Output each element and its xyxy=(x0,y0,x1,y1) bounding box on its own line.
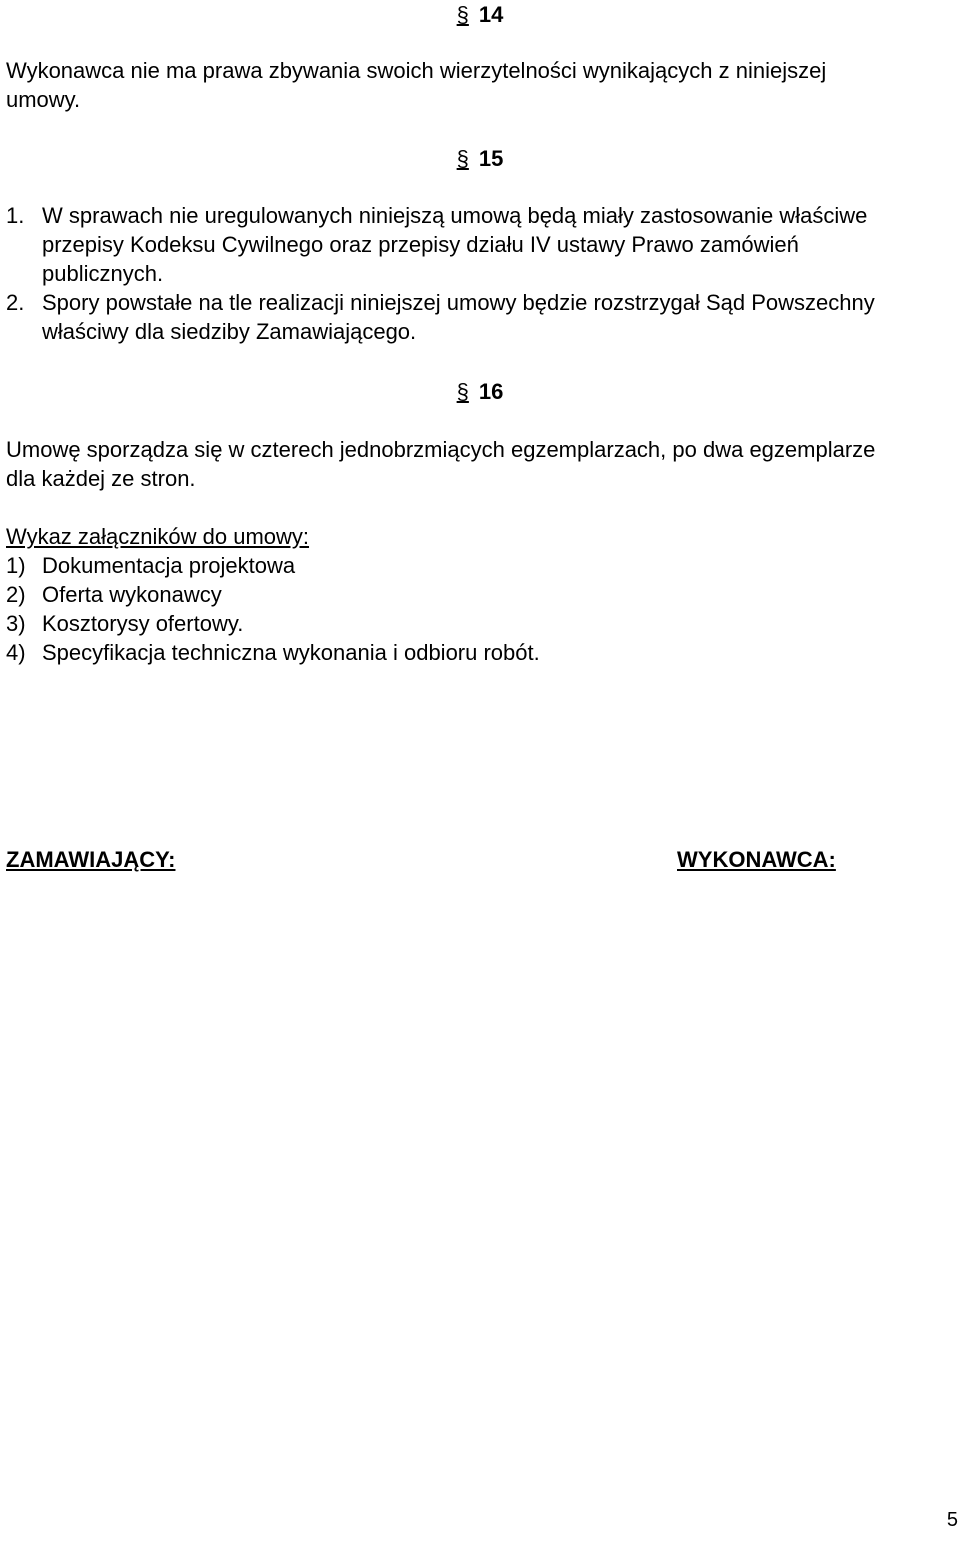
section-symbol: § xyxy=(456,379,469,404)
list-item-number: 1) xyxy=(6,553,26,578)
section-16-heading xyxy=(0,377,960,406)
list-item-text: Oferta wykonawcy xyxy=(42,582,222,607)
list-item-text: W sprawach nie uregulowanych niniejszą umową będą miały zastosowanie właściwe przepisy Kodeksu Cywilnego oraz przepisy działu IV ustawy Prawo zamówień publicznych. xyxy=(42,203,868,286)
list-item xyxy=(6,288,906,346)
list-item xyxy=(6,638,906,667)
list-item-text: Spory powstałe na tle realizacji niniejszej umowy będzie rozstrzygał Sąd Powszechny właściwy dla siedziby Zamawiającego. xyxy=(42,290,875,344)
list-item-number: 2) xyxy=(6,582,26,607)
list-item xyxy=(6,551,906,580)
section-number: 16 xyxy=(478,379,504,404)
section-14-text: Wykonawca nie ma prawa zbywania swoich wierzytelności wynikających z niniejszej umowy. xyxy=(6,58,827,112)
section-symbol: § xyxy=(456,146,469,171)
list-item-text: Kosztorysy ofertowy. xyxy=(42,611,244,636)
section-number: 14 xyxy=(478,2,504,27)
list-item-number: 2. xyxy=(6,290,25,315)
list-item xyxy=(6,201,906,288)
section-15-heading xyxy=(0,144,960,173)
list-item-number: 3) xyxy=(6,611,26,636)
list-item-text: Dokumentacja projektowa xyxy=(42,553,296,578)
list-item xyxy=(6,609,906,638)
section-number: 15 xyxy=(478,146,504,171)
section-symbol: § xyxy=(456,2,469,27)
list-item xyxy=(6,580,906,609)
list-item-number: 1. xyxy=(6,203,25,228)
page-number: 5 xyxy=(946,1509,958,1531)
section-16-text: Umowę sporządza się w czterech jednobrzmiących egzemplarzach, po dwa egzemplarze dla każdej ze stron. xyxy=(6,437,876,491)
attachments-heading: Wykaz załączników do umowy: xyxy=(6,524,310,549)
signature-right-label: WYKONAWCA: xyxy=(677,847,836,872)
section-15-list xyxy=(6,201,906,346)
section-14-heading xyxy=(0,0,960,29)
signature-left-label: ZAMAWIAJĄCY: xyxy=(6,847,176,872)
attachments-list xyxy=(6,522,906,667)
list-item-text: Specyfikacja techniczna wykonania i odbioru robót. xyxy=(42,640,540,665)
list-item-number: 4) xyxy=(6,640,26,665)
